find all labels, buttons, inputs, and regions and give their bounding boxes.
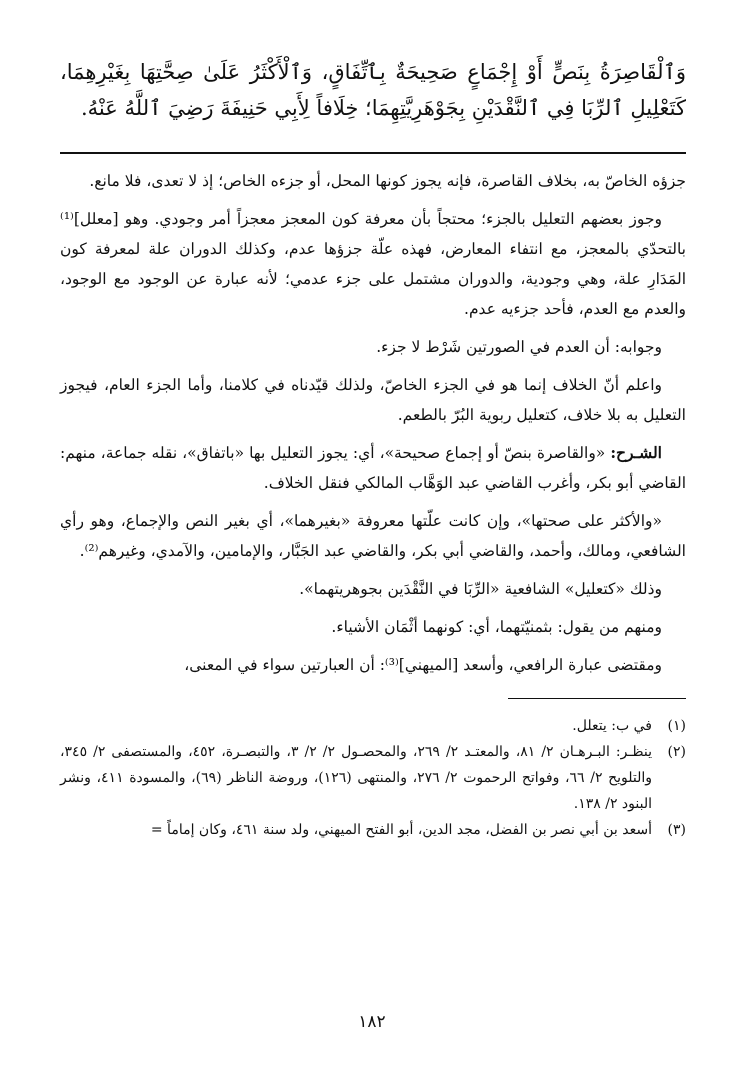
footnote-number: (٣) xyxy=(667,822,686,838)
commentary-paragraph-3: وجوابه: أن العدم في الصورتين شَرْط لا جزء. xyxy=(376,338,662,356)
commentary-paragraph-4: واعلم أنّ الخلاف إنما هو في الجزء الخاصّ، ولذلك قيّدناه في كلامنا، وأما الجزء العام، فيجوز التعليل به بلا خلاف، كتعليل ربوية البُرّ بالطعم. xyxy=(60,376,686,424)
sharh-paragraph xyxy=(60,438,686,498)
commentary-paragraph-6: وذلك «كتعليل» الشافعية «الرِّبَا في النَّقْدَين بجوهريتهما». xyxy=(299,580,662,598)
commentary-paragraph-7: ومنهم من يقول: بثمنيّتهما، أي: كونهما أثْمَان الأشياء. xyxy=(331,618,662,636)
footnote-3 xyxy=(60,817,686,843)
header-divider xyxy=(60,152,686,154)
page-number: ١٨٢ xyxy=(358,1012,386,1032)
commentary-paragraph-5: «والأكثر على صحتها»، وإن كانت علّتها معروفة «بغيرهما»، أي بغير النص والإجماع، وهو رأي الشافعي، ومالك، وأحمد، والقاضي أبي بكر، والقاضي عبد الجَبَّار، والإمامين، والآمدي، وغيرهم⁽²⁾. xyxy=(60,512,686,560)
sharh-label: الشـرح: xyxy=(610,443,662,462)
footnote-text: ينظـر: البـرهـان ٢/ ٨١، والمعتـد ٢/ ٢٦٩، والمحصـول ٢/ ٢/ ٣، والتبصـرة، ٤٥٢، والمستصفى ٢/ ٣٤٥، والتلويح ٢/ ٦٦، وفواتح الرحموت ٢/ ٢٧٦، والمنتهى (١٢٦)، وروضة الناظر (٦٩)، والمسودة ٤١١، ونشر البنود ٢/ ١٣٨. xyxy=(60,744,653,812)
footnote-text: أسعد بن أبي نصر بن الفضل، مجد الدين، أبو الفتح الميهني، ولد سنة ٤٦١، وكان إماماً = xyxy=(150,822,652,838)
footnote-number: (١) xyxy=(667,718,686,734)
footnote-number: (٢) xyxy=(667,744,686,760)
matn-text: وَٱلْقَاصِرَةُ بِنَصٍّ أَوْ إِجْمَاعٍ صَحِيحَةٌ بِٱتِّفَاقٍ، وَٱلْأَكْثَرُ عَلَىٰ صِحَّتِهَا بِغَيْرِهِمَا، كَتَعْلِيلِ ٱلرِّبَا فِي ٱلنَّقْدَيْنِ بِجَوْهَرِيَّتِهِمَا؛ خِلَافاً لِأَبِي حَنِيفَةَ رَضِيَ ٱللَّهُ عَنْهُ. xyxy=(60,60,686,120)
commentary-paragraph-8: ومقتضى عبارة الرافعي، وأسعد [الميهني]⁽³⁾: أن العبارتين سواء في المعنى، xyxy=(184,656,662,674)
footnotes xyxy=(60,713,686,843)
sharh-text: «والقاصرة بنصّ أو إجماع صحيحة»، أي: يجوز التعليل بها «باتفاق»، نقله جماعة، منهم: القاضي أبو بكر، وأغرب القاضي عبد الوَهَّاب المالكي فنقل الخلاف. xyxy=(60,444,686,492)
footnote-divider xyxy=(508,698,686,699)
page-content xyxy=(60,40,686,843)
footnote-2 xyxy=(60,739,686,817)
commentary-paragraph-1: جزؤه الخاصّ به، بخلاف القاصرة، فإنه يجوز كونها المحل، أو جزءه الخاص؛ إذ لا تعدى، فلا مانع. xyxy=(89,172,686,190)
commentary-paragraph-2: وجوز بعضهم التعليل بالجزء؛ محتجاً بأن معرفة كون المعجز معجزاً أمر وجودي. وهو [معلل]⁽¹⁾ بالتحدّي بالمعجز، مع انتفاء المعارض، فهذه علّة جزؤها عدم، وكذلك الدوران علة لمعرفة كون المَدَارِ علة، وهي وجودية، والدوران مشتمل على جزء عدمي؛ لأنه عبارة عن الوجود مع الوجود، والعدم مع العدم، فأحد جزءيه عدم. xyxy=(60,210,686,318)
footnote-1 xyxy=(60,713,686,739)
footnote-text: في ب: يتعلل. xyxy=(572,718,652,734)
